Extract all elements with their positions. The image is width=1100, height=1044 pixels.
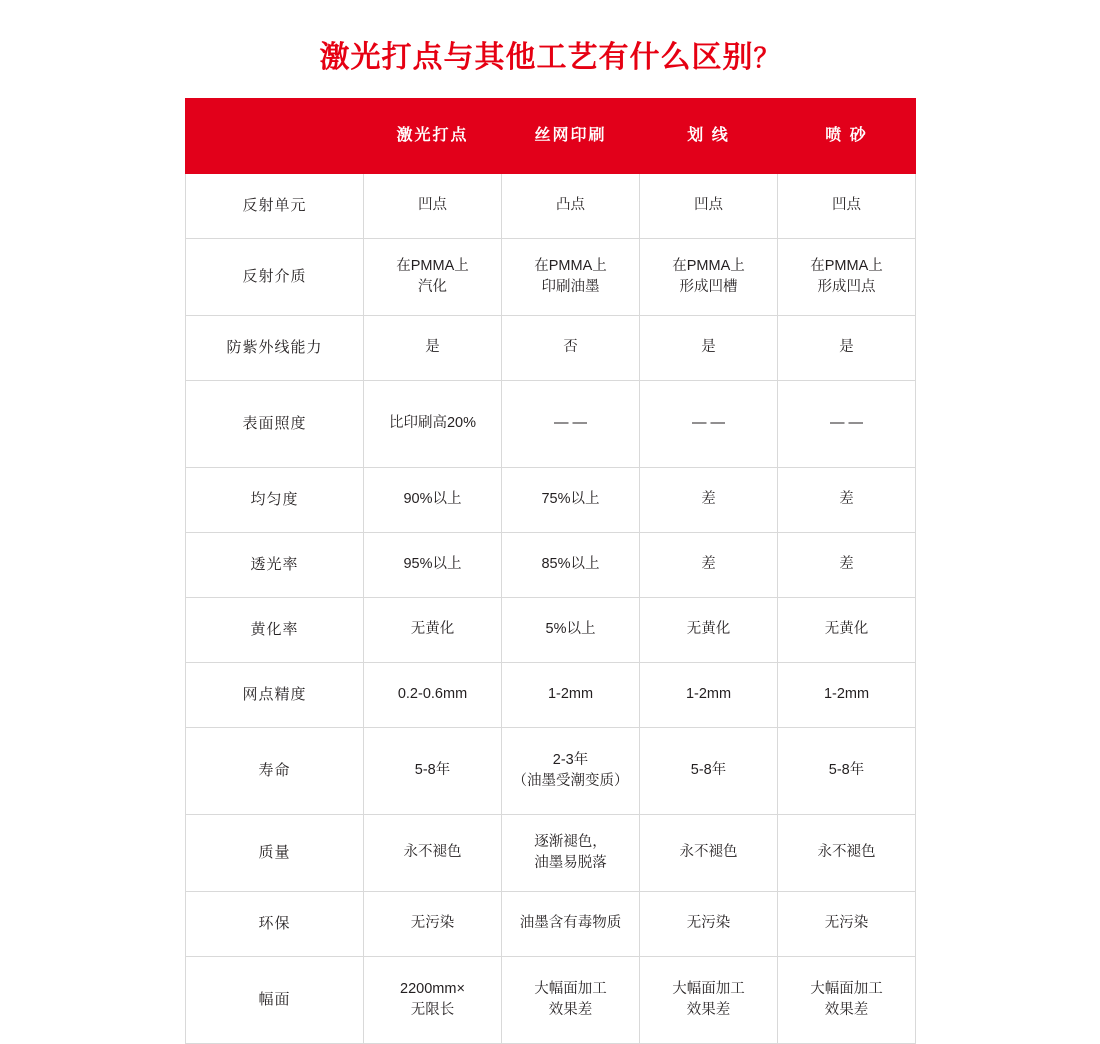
cell-line: 效果差 [824,1002,869,1018]
table-cell [640,174,778,239]
row-header-label: 反射介质 [186,239,364,316]
table-cell [778,728,916,815]
column-header-2: 丝网印刷 [502,99,640,174]
table-row [186,533,916,598]
cell-line: 差 [839,491,854,508]
cell-line: 差 [701,556,716,573]
page-title [0,0,1100,98]
table-body [186,174,916,1044]
row-header-label: 防紫外线能力 [186,316,364,381]
row-header-label: 均匀度 [186,468,364,533]
cell-line: 效果差 [548,1002,593,1018]
table-cell [640,957,778,1044]
table-cell [502,663,640,728]
row-header-label: 网点精度 [186,663,364,728]
cell-line: （油墨受潮变质） [512,773,629,789]
cell-line: 形成凹槽 [679,279,738,295]
row-header-label: 反射单元 [186,174,364,239]
column-header-1: 激光打点 [364,99,502,174]
cell-line: 1-2mm [547,686,594,703]
cell-line: 效果差 [686,1002,731,1018]
table-cell [502,728,640,815]
table-cell [364,468,502,533]
page-title-question-mark: ？ [753,43,781,73]
table-cell [502,239,640,316]
table-cell [778,239,916,316]
cell-line: 大幅面加工 [534,980,607,997]
cell-line: — — [691,415,726,432]
table-row [186,815,916,892]
table-row [186,381,916,468]
table-cell [778,316,916,381]
cell-line: — — [829,415,864,432]
row-header-label: 幅面 [186,957,364,1044]
column-header-4: 喷 砂 [778,99,916,174]
table-cell [364,239,502,316]
cell-line: 无污染 [410,915,455,932]
table-cell [502,316,640,381]
table-cell [364,957,502,1044]
table-cell [364,381,502,468]
table-row [186,316,916,381]
cell-line: 5%以上 [545,621,596,638]
cell-line: 无污染 [824,915,869,932]
cell-line: 大幅面加工 [810,980,883,997]
table-row [186,663,916,728]
table-cell [364,598,502,663]
table-cell [640,815,778,892]
table-cell [778,663,916,728]
cell-line: — — [553,415,588,432]
cell-line: 大幅面加工 [672,980,745,997]
cell-line: 凹点 [832,197,861,214]
cell-line: 油墨含有毒物质 [519,915,622,932]
table-row [186,239,916,316]
table-cell [502,815,640,892]
cell-line: 否 [563,339,578,356]
cell-line: 油墨易脱落 [534,855,607,871]
comparison-table [185,98,916,1044]
table-row [186,174,916,239]
cell-line: 在PMMA上 [534,257,607,274]
cell-line: 90%以上 [403,491,462,508]
table-cell [778,468,916,533]
table-cell [640,316,778,381]
row-header-label: 质量 [186,815,364,892]
cell-line: 无限长 [410,1002,455,1018]
cell-line: 2-3年 [552,751,589,768]
table-cell [640,381,778,468]
row-header-label: 黄化率 [186,598,364,663]
cell-line: 无黄化 [686,621,731,638]
table-row [186,468,916,533]
table-cell [502,174,640,239]
cell-line: 95%以上 [403,556,462,573]
table-row [186,728,916,815]
cell-line: 5-8年 [828,762,865,779]
table-cell [778,815,916,892]
cell-line: 永不褪色 [403,844,462,861]
cell-line: 5-8年 [414,762,451,779]
cell-line: 逐渐褪色， [534,833,607,850]
table-cell [364,815,502,892]
cell-line: 凹点 [694,197,723,214]
table-cell [364,663,502,728]
table-cell [502,381,640,468]
table-cell [640,728,778,815]
page-title-text: 激光打点与其他工艺有什么区别 [319,41,754,74]
cell-line: 是 [839,339,854,356]
cell-line: 形成凹点 [817,279,876,295]
cell-line: 无黄化 [824,621,869,638]
table-cell [640,892,778,957]
table-cell [364,892,502,957]
row-header-label: 环保 [186,892,364,957]
table-cell [778,892,916,957]
cell-line: 是 [701,339,716,356]
cell-line: 是 [425,339,440,356]
table-cell [364,728,502,815]
table-corner-cell [186,99,364,174]
cell-line: 在PMMA上 [810,257,883,274]
table-cell [502,892,640,957]
table-header-row [186,99,916,174]
table-cell [778,533,916,598]
table-cell [502,598,640,663]
table-cell [364,533,502,598]
table-row [186,957,916,1044]
cell-line: 印刷油墨 [541,279,600,295]
table-cell [640,239,778,316]
cell-line: 在PMMA上 [672,257,745,274]
table-row [186,892,916,957]
table-cell [640,663,778,728]
row-header-label: 表面照度 [186,381,364,468]
comparison-table-wrapper [185,98,915,1044]
cell-line: 差 [701,491,716,508]
table-cell [364,316,502,381]
cell-line: 75%以上 [541,491,600,508]
table-row [186,598,916,663]
table-cell [778,381,916,468]
cell-line: 比印刷高20% [388,415,477,432]
table-cell [502,533,640,598]
cell-line: 永不褪色 [679,844,738,861]
cell-line: 凸点 [556,197,585,214]
row-header-label: 透光率 [186,533,364,598]
cell-line: 85%以上 [541,556,600,573]
cell-line: 1-2mm [685,686,732,703]
cell-line: 在PMMA上 [396,257,469,274]
cell-line: 0.2-0.6mm [397,686,468,703]
column-header-3: 划 线 [640,99,778,174]
table-cell [778,957,916,1044]
cell-line: 无黄化 [410,621,455,638]
cell-line: 1-2mm [823,686,870,703]
cell-line: 2200mm× [400,980,465,997]
table-cell [640,468,778,533]
table-cell [778,174,916,239]
cell-line: 永不褪色 [817,844,876,861]
table-cell [640,598,778,663]
cell-line: 汽化 [418,279,447,295]
table-cell [640,533,778,598]
cell-line: 5-8年 [690,762,727,779]
cell-line: 差 [839,556,854,573]
table-cell [364,174,502,239]
table-header [186,99,916,174]
cell-line: 无污染 [686,915,731,932]
row-header-label: 寿命 [186,728,364,815]
cell-line: 凹点 [418,197,447,214]
table-cell [502,957,640,1044]
table-cell [502,468,640,533]
table-cell [778,598,916,663]
